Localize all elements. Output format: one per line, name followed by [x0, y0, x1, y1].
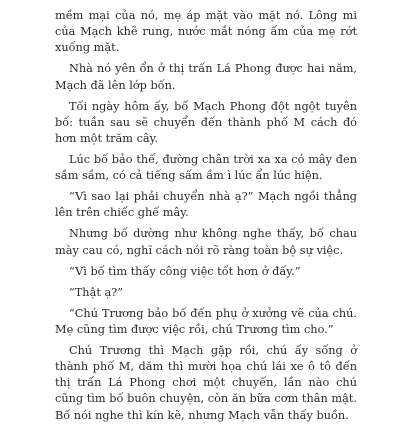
- paragraph-la-phong-two-years: Nhà nó yên ổn ở thị trấn Lá Phong được hai năm, Mạch đã lên lớp bốn.: [55, 62, 357, 92]
- paragraph-uncle-truong-visits: Chú Trương thì Mạch gặp rồi, chú ấy sống ở thành phố M, dăm thì mười họa chú lái xe ô tô đến thị trấn Lá Phong chơi một chuyến, lần nào chú cũng tìm bố buôn chuyện, còn ăn bữa cơm thân mật. Bố nói nghe thì kín kẽ, nhưng Mạch vẫn thấy buồn.: [55, 343, 357, 422]
- book-page-text: [55, 8, 357, 424]
- paragraph-why-move: “Vì sao lại phải chuyển nhà ạ?” Mạch ngồi thẳng lên trên chiếc ghế mây.: [55, 190, 357, 220]
- paragraph-dark-clouds: Lúc bố bảo thế, đường chân trời xa xa có mây đen sầm sầm, có cả tiếng sấm ầm ì lúc ẩn lúc hiện.: [55, 153, 357, 183]
- paragraph-really: “Thật ạ?”: [69, 285, 124, 299]
- paragraph-better-job: “Vì bố tìm thấy công việc tốt hơn ở đấy.”: [69, 264, 301, 278]
- paragraph-father-frowns: Nhưng bố dường như không nghe thấy, bố chau mày cau có, nghĩ cách nói rõ ràng toàn bộ sự việc.: [55, 227, 357, 257]
- paragraph-continuation: mềm mại của nó, mẹ áp mặt vào mặt nó. Lông mi của Mạch khẽ rung, nước mắt nóng ấm của mẹ rớt xuống mặt.: [55, 9, 357, 55]
- paragraph-father-announcement: Tối ngày hôm ấy, bố Mạch Phong đột ngột tuyên bố: tuần sau sẽ chuyển đến thành phố M cách đó hơn một trăm cây.: [55, 99, 357, 146]
- paragraph-uncle-truong-studio: “Chú Trương bảo bố đến phụ ở xưởng vẽ của chú. Mẹ cũng tìm được việc rồi, chú Trương tìm cho.”: [55, 306, 357, 336]
